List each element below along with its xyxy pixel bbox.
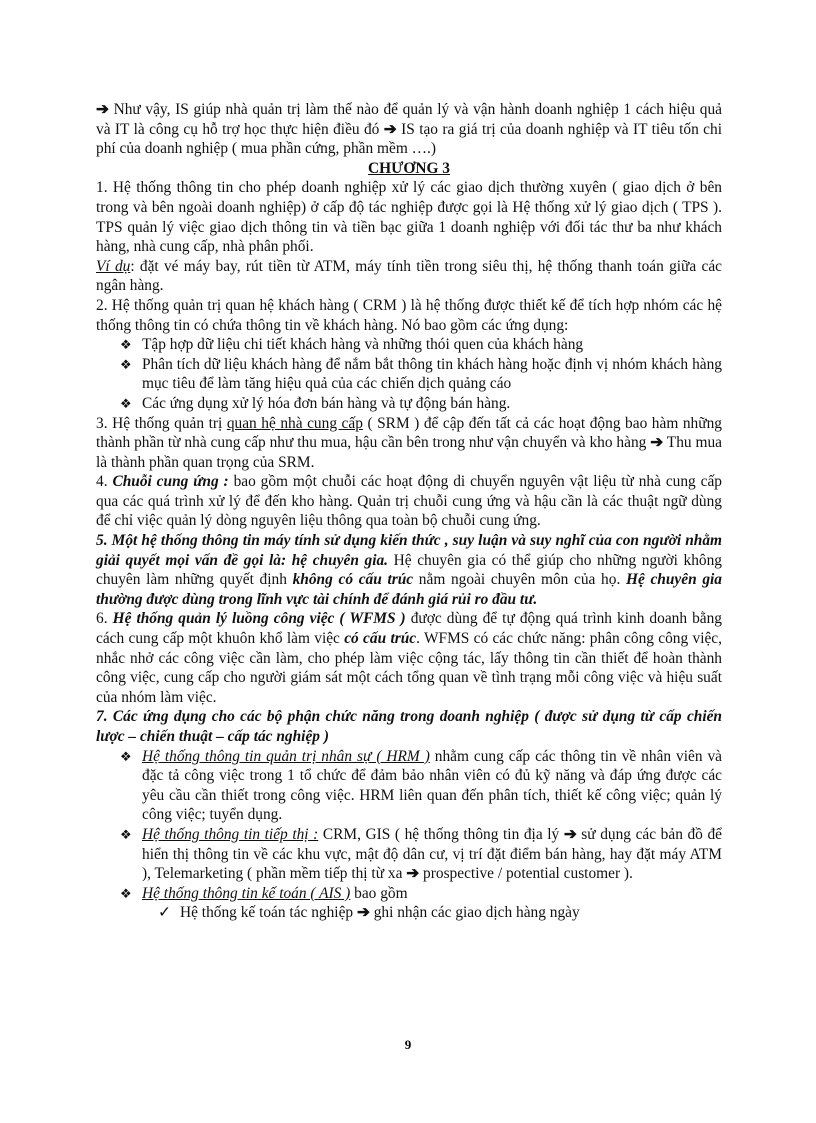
section-1-paragraph: 1. Hệ thống thông tin cho phép doanh nghiệp xử lý các giao dịch thường xuyên ( giao dịch ở bên trong và bên ngoài doanh nghiệp) ở cấp độ tác nghiệp được gọi là Hệ thống xử lý giao dịch ( TPS ). TPS quản lý việc giao dịch thông tin và tiền bạc giữa 1 doanh nghiệp với đối tác thư ba như khách hàng, nhà cung cấp, nhà phân phối. (96, 179, 722, 256)
intro-part2: IS tạo ra giá trị của doanh nghiệp và IT tiêu tốn chi phí của doanh nghiệp ( mua phần cứng, phần mềm ….) (96, 120, 722, 158)
list-item: ✓ Hệ thống kế toán tác nghiệp ➔ ghi nhận các giao dịch hàng ngày (158, 904, 580, 922)
section-5-paragraph: 5. Một hệ thống thông tin máy tính sử dụng kiến thức , suy luận và suy nghĩ của con người nhằm giải quyết mọi vấn đề gọi là: hệ chuyên gia. Hệ chuyên gia có thể giúp cho những người không chuyên làm những quyết định không có cấu trúc nằm ngoài chuyên môn của họ. Hệ chuyên gia thường được dùng trong lĩnh vực tài chính để đánh giá rủi ro đầu tư. (96, 532, 722, 608)
arrow-right-icon: ➔ (406, 865, 420, 883)
srm-underlined: quan hệ nhà cung cấp (226, 414, 363, 432)
diamond-bullet-icon: ❖ (120, 337, 132, 353)
intro-part1: Như vậy, IS giúp nhà quản trị làm thế nào để quản lý và vận hành doanh nghiệp 1 cách hiệu quả và IT là công cụ hỗ trợ học thực hiện điều đó (96, 101, 722, 138)
arrow-right-icon: ➔ (563, 825, 577, 843)
list-item: ❖ Hệ thống thông tin kế toán ( AIS ) bao gồm (120, 884, 408, 902)
section-7-heading: 7. Các ứng dụng cho các bộ phận chức năng trong doanh nghiệp ( được sử dụng từ cấp chiến lược – chiến thuật – cấp tác nghiệp ) (96, 708, 722, 745)
crm-list (96, 335, 722, 413)
document-page (96, 100, 722, 923)
list-item: ❖ Hệ thống thông tin quản trị nhân sự ( HRM ) nhằm cung cấp các thông tin về nhân viên và đặc tả công việc trong 1 tổ chức để đảm bảo nhân viên có đủ kỹ năng và đáp ứng được các yêu cầu cần thiết trong công việc. HRM liên quan đến phân tích, thiết kế công việc; quản lý công việc; tuyển dụng. (120, 747, 722, 824)
list-item: ❖ Hệ thống thông tin tiếp thị : CRM, GIS ( hệ thống thông tin địa lý ➔ sử dụng các bản đồ để hiển thị thông tin về các khu vực, mật độ dân cư, vị trí đặt điểm bán hàng, hay đặt máy ATM ), Telemarketing ( phần mềm tiếp thị từ xa ➔ prospective / potential customer ). (120, 825, 722, 883)
diamond-bullet-icon: ❖ (120, 885, 132, 901)
arrow-right-icon: ➔ (96, 101, 109, 118)
example-text: : đặt vé máy bay, rút tiền từ ATM, máy tính tiền trong siêu thị, hệ thống thanh toán giữa các ngân hàng. (96, 257, 722, 295)
list-item: ❖ Các ứng dụng xử lý hóa đơn bán hàng và tự động bán hàng. (120, 394, 511, 412)
example-label: Ví dụ (96, 257, 131, 275)
diamond-bullet-icon: ❖ (120, 356, 132, 372)
section-1-example (96, 257, 722, 296)
diamond-bullet-icon: ❖ (120, 395, 132, 411)
intro-paragraph (96, 100, 722, 159)
section-6-paragraph: 6. Hệ thống quản lý luồng công việc ( WFMS ) được dùng để tự động quá trình kinh doanh bằng cách cung cấp một khuôn khổ làm việc có cấu trúc. WFMS có các chức năng: phân công công việc, nhắc nhở các công việc cần làm, cho phép làm việc cộng tác, lấy thông tin cần thiết để hoàn thành công việc, cung cấp cho người giám sát một cách tổng quan về tình trạng mỗi công việc và hiệu suất của nhóm làm việc. (96, 610, 723, 706)
checkmark-icon: ✓ (158, 904, 171, 922)
ais-sub-list (96, 903, 722, 923)
section-3-paragraph: 3. Hệ thống quản trị quan hệ nhà cung cấp ( SRM ) để cập đến tất cả các hoạt động bao hàm những thành phần từ nhà cung cấp như thu mua, hậu cần bên trong như vận chuyển và kho hàng ➔ Thu mua là thành phần quan trọng của SRM. (96, 414, 722, 471)
diamond-bullet-icon: ❖ (120, 748, 132, 764)
arrow-right-icon: ➔ (356, 904, 370, 922)
supply-chain-term: Chuỗi cung ứng : (112, 473, 229, 491)
page-number: 9 (404, 1037, 412, 1052)
diamond-bullet-icon: ❖ (120, 826, 132, 842)
arrow-right-icon: ➔ (383, 120, 397, 138)
list-item: ❖ Phân tích dữ liệu khách hàng để nắm bắt thông tin khách hàng hoặc định vị nhóm khách hàng mục tiêu để làm tăng hiệu quả của các chiến dịch quảng cáo (120, 355, 722, 393)
arrow-right-icon: ➔ (650, 434, 664, 452)
list-item: ❖ Tập hợp dữ liệu chi tiết khách hàng và những thói quen của khách hàng (120, 336, 584, 354)
section-2-paragraph: 2. Hệ thống quản trị quan hệ khách hàng ( CRM ) là hệ thống được thiết kế để tích hợp nhóm các hệ thống thông tin có chứa thông tin về khách hàng. Nó bao gồm các ứng dụng: (96, 296, 722, 334)
functional-systems-list (96, 747, 722, 904)
chapter-title: CHƯƠNG 3 (368, 159, 450, 177)
section-4-paragraph: 4. Chuỗi cung ứng : bao gồm một chuỗi các hoạt động di chuyển nguyên vật liệu từ nhà cung cấp qua các quá trình xử lý để đến kho hàng. Quản trị chuỗi cung ứng và hậu cần là các thuật ngữ dùng để chỉ việc quản lý dòng nguyên liệu thông qua toàn bộ chuỗi cung ứng. (96, 473, 722, 530)
